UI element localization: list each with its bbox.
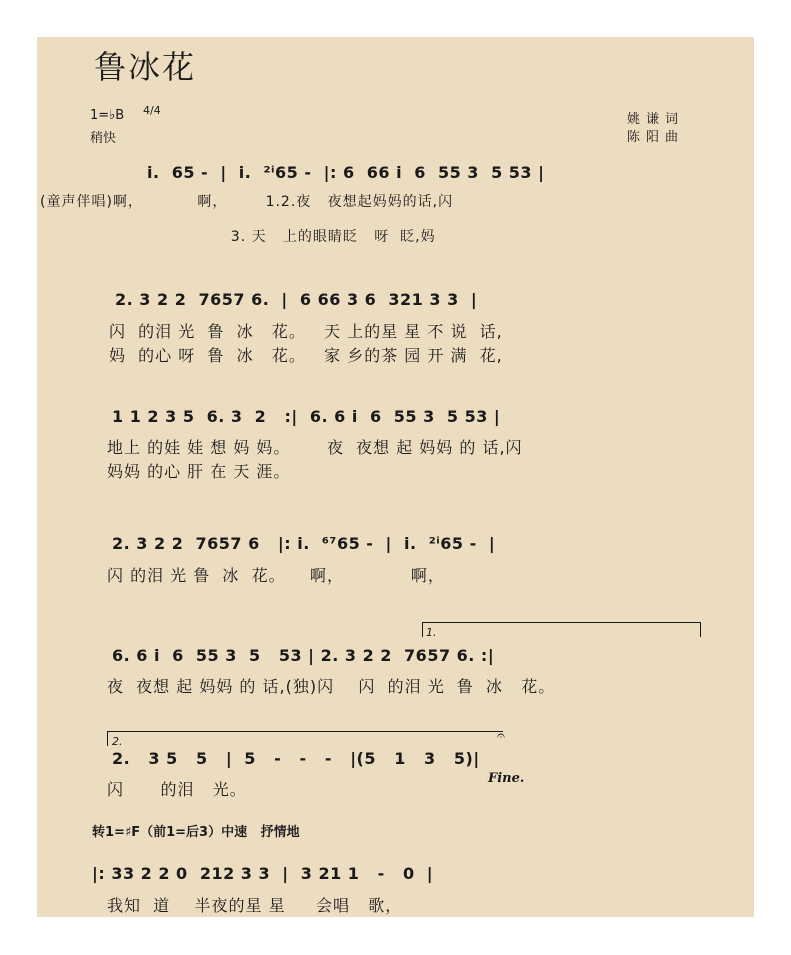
fine-marking: Fine. — [488, 771, 525, 786]
first-ending-label: 1. — [426, 626, 437, 639]
lyric-line-2: 妈妈 的心 肝 在 天 涯。 — [107, 462, 291, 481]
lyric-line-2: 妈 的心 呀 鲁 冰 花。 家 乡的茶 园 开 满 花, — [109, 346, 503, 365]
lyric-line-1: 夜 夜想 起 妈妈 的 话,(独)闪 闪 的泪 光 鲁 冰 花。 — [107, 677, 556, 696]
lyric-line-2: 3. 天 上的眼睛眨 呀 眨,妈 — [40, 229, 436, 245]
notation-line: 6. 6 i 6 55 3 5 53 | 2. 3 2 2 7657 6. :| — [112, 646, 495, 665]
score-sheet — [37, 37, 754, 917]
notation-line: 2. 3 5 5 | 5 - - - |(5 1 3 5)| — [112, 749, 480, 768]
lyricist-credit: 姚谦词 — [627, 112, 685, 127]
second-ending-bracket — [107, 728, 505, 746]
lyric-line-1: 闪 的泪 光 鲁 冰 花。 啊， 啊， — [107, 566, 445, 585]
lyric-line-1: 我知 道 半夜的星 星 会唱 歌， — [107, 896, 403, 915]
notation-line: i. 65 - | i. ²ⁱ65 - |: 6 66 i 6 55 3 5 53 | — [147, 163, 545, 182]
second-ending-label: 2. — [112, 735, 123, 748]
notation-line: 2. 3 2 2 7657 6 |: i. ⁶⁷65 - | i. ²ⁱ65 - | — [112, 534, 496, 553]
tempo-marking: 稍快 — [90, 131, 117, 146]
composer-credit: 陈阳曲 — [627, 130, 685, 145]
modulation-header: 转1=♯F（前1=后3）中速 抒情地 — [92, 825, 300, 840]
notation-line: 1 1 2 3 5 6. 3 2 :| 6. 6 i 6 55 3 5 53 | — [112, 407, 501, 426]
notation-line: 2. 3 2 2 7657 6. | 6 66 3 6 321 3 3 | — [115, 290, 478, 309]
lyric-line-1: 闪 的泪 光 鲁 冰 花。 天 上的星 星 不 说 话, — [109, 322, 503, 341]
lyric-line-1: 地上 的娃 娃 想 妈 妈。 夜 夜想 起 妈妈 的 话,闪 — [107, 438, 523, 457]
key-signature: 1=♭B — [90, 108, 125, 123]
first-ending-bracket — [422, 622, 701, 637]
fermata-icon: 𝄐 — [497, 728, 505, 744]
song-title: 鲁冰花 — [94, 48, 197, 86]
lyric-line-1: (童声伴唱)啊， 啊， 1.2.夜 夜想起妈妈的话,闪 — [40, 194, 454, 210]
time-signature: 4/4 — [143, 104, 161, 117]
notation-line: |: 33 2 2 0 212 3 3 | 3 21 1 - 0 | — [92, 864, 434, 883]
lyric-line-1: 闪 的泪 光。 — [107, 780, 247, 799]
